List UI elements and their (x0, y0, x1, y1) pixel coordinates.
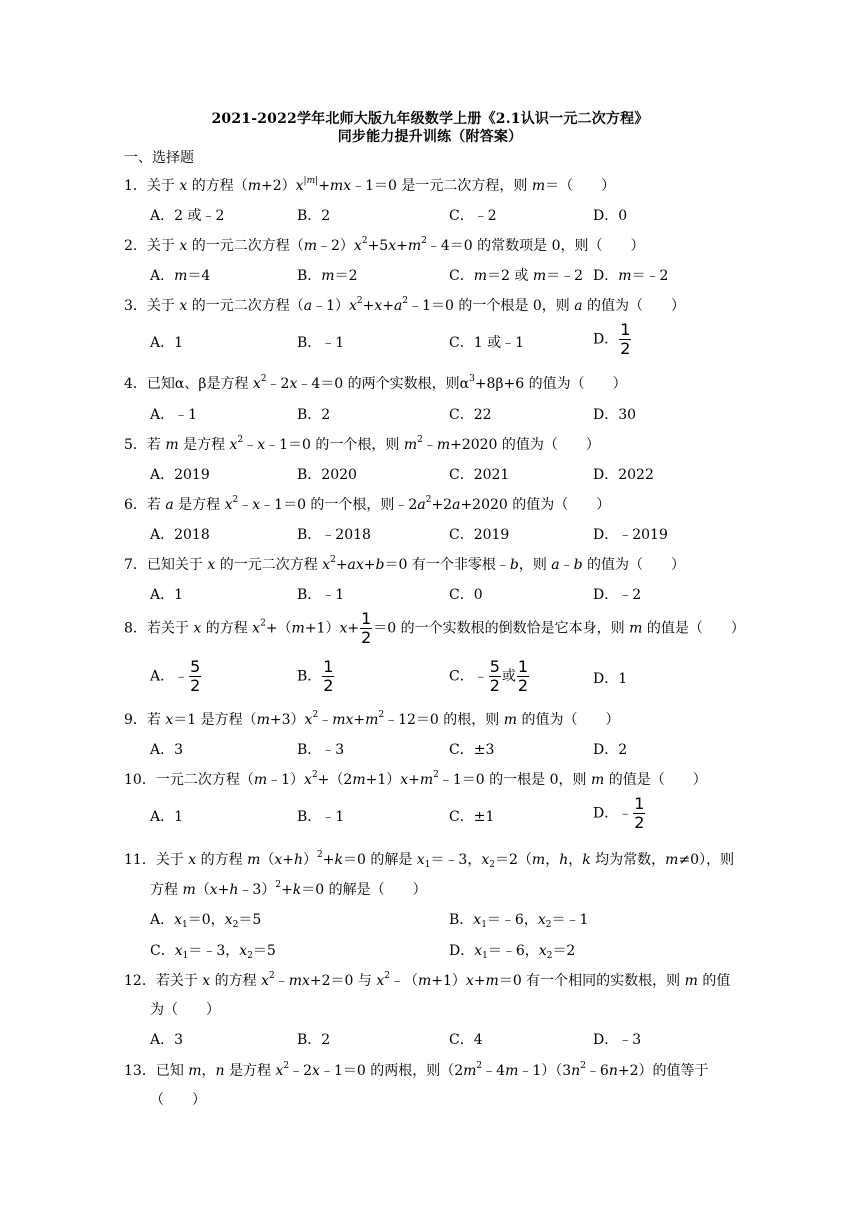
q10-option-a[interactable]: A．1 (150, 809, 184, 825)
fraction-one-half: $\frac{1}{2}$ (620, 320, 631, 358)
q7-option-b[interactable]: B．﹣1 (297, 587, 345, 603)
q8-option-c[interactable]: C．﹣ $\frac{5}{2}$ 或 $\frac{1}{2}$ (449, 657, 529, 695)
q6-option-c[interactable]: C．2019 (449, 527, 510, 543)
question-13-cont: （ ） (150, 1092, 206, 1108)
q11-option-a[interactable]: A．$x_1=0$，$x_2=5$ (150, 912, 262, 930)
q10-option-b[interactable]: B．﹣1 (297, 809, 345, 825)
q6-option-d[interactable]: D．﹣2019 (593, 527, 668, 543)
q8-option-a[interactable]: A．﹣ $\frac{5}{2}$ (150, 657, 201, 695)
q6-option-a[interactable]: A．2018 (150, 527, 210, 543)
q7-option-d[interactable]: D．﹣2 (593, 587, 642, 603)
fraction-one-half: $\frac{1}{2}$ (323, 657, 334, 695)
q4-option-a[interactable]: A．﹣1 (150, 407, 198, 423)
question-11-cont: 方程 m（x+h﹣3）$^2$+k＝0 的解是（ ） (150, 880, 427, 898)
section-heading: 一、选择题 (124, 150, 194, 166)
q1-option-c[interactable]: C．﹣2 (449, 208, 497, 224)
question-1: 1．关于 x 的方程$(m+2)x^{|m|}+mx﹣1=0$ 是一元二次方程，则 m＝（ ） (124, 176, 616, 194)
q10-option-d[interactable]: D．﹣ $\frac{1}{2}$ (593, 794, 645, 832)
q8-option-b[interactable]: B． $\frac{1}{2}$ (297, 657, 334, 695)
q1-option-d[interactable]: D．0 (593, 208, 628, 224)
q12-option-c[interactable]: C．4 (449, 1032, 483, 1048)
q2-option-c[interactable]: C．m＝2 或 m＝﹣2 (449, 268, 584, 284)
question-6: 6．若 a 是方程 $x^2﹣x﹣1=0$ 的一个根，则$﹣2a^2+2a+2020$ 的值为（ ） (124, 495, 611, 513)
q2-option-a[interactable]: A．m＝4 (150, 268, 211, 284)
question-11: 11．关于 x 的方程 $m(x+h)^2+k=0$ 的解是 $x_1=﹣3$，$x_2=2(m$，h，k 均为常数，m≠0），则 (124, 850, 735, 870)
q3-option-a[interactable]: A．1 (150, 335, 184, 351)
q3-option-c[interactable]: C．1 或﹣1 (449, 335, 524, 351)
title-line-2: 同步能力提升训练（附答案） (337, 129, 523, 145)
q9-option-a[interactable]: A．3 (150, 742, 184, 758)
q9-option-d[interactable]: D．2 (593, 742, 628, 758)
q1-option-b[interactable]: B．2 (297, 208, 331, 224)
q9-option-b[interactable]: B．﹣3 (297, 742, 345, 758)
q4-option-b[interactable]: B．2 (297, 407, 331, 423)
question-5: 5．若 m 是方程 $x^2﹣x﹣1=0$ 的一个根，则 $m^2﹣m+2020$ 的值为（ ） (124, 435, 600, 453)
fraction-one-half: $\frac{1}{2}$ (361, 609, 372, 647)
q1-option-a[interactable]: A．2 或﹣2 (150, 208, 225, 224)
q12-option-d[interactable]: D．﹣3 (593, 1032, 642, 1048)
fraction-one-half: $\frac{1}{2}$ (634, 794, 645, 832)
title-line-1: 2021-2022学年北师大版九年级数学上册《2.1认识一元二次方程》 (211, 111, 649, 127)
q11-option-b[interactable]: B．$x_1=﹣6$，$x_2=﹣1$ (449, 912, 589, 930)
q5-option-c[interactable]: C．2021 (449, 467, 510, 483)
question-2: 2．关于 x 的一元二次方程$(m﹣2)x^2+5x+m^2﹣4=0$ 的常数项是 0，则（ ） (124, 236, 645, 254)
question-8: 8．若关于 x 的方程 $x^2+(m+1)x+$ $\frac{1}{2}$ ＝0 的一个实数根的倒数恰是它本身，则 m 的值是（ ） (124, 609, 745, 647)
q12-option-a[interactable]: A．3 (150, 1032, 184, 1048)
q4-option-c[interactable]: C．22 (449, 407, 492, 423)
q5-option-b[interactable]: B．2020 (297, 467, 357, 483)
question-12-cont: 为（ ） (150, 1002, 220, 1018)
q9-option-c[interactable]: C．±3 (449, 742, 495, 758)
question-12: 12．若关于 x 的方程 $x^2﹣mx+2=0$ 与 $x^2﹣(m+1)x+m=0$ 有一个相同的实数根，则 m 的值 (124, 971, 731, 989)
question-3: 3．关于 x 的一元二次方程$(a﹣1)x^2+x+a^2﹣1=0$ 的一个根是 0，则 a 的值为（ ） (124, 296, 685, 314)
question-9: 9．若 x＝1 是方程$(m+3)x^2﹣mx+m^2﹣12=0$ 的根，则 m 的值为（ ） (124, 710, 620, 728)
question-7: 7．已知关于 x 的一元二次方程 $x^2+ax+b=0$ 有一个非零根﹣b，则 a﹣b 的值为（ ） (124, 555, 686, 573)
q3-option-b[interactable]: B．﹣1 (297, 335, 345, 351)
q8-option-d[interactable]: D．1 (593, 671, 628, 687)
q10-option-c[interactable]: C．±1 (449, 809, 495, 825)
q3-option-d[interactable]: D． $\frac{1}{2}$ (593, 320, 631, 358)
fraction-one-half: $\frac{1}{2}$ (517, 657, 529, 695)
fraction-five-halves: $\frac{5}{2}$ (489, 657, 500, 695)
question-4: 4．已知α、β是方程 $x^2﹣2x﹣4=0$ 的两个实数根，则$\alpha^3+8\beta+6$ 的值为（ ） (124, 374, 627, 392)
q11-option-c[interactable]: C．$x_1=﹣3$，$x_2=5$ (150, 943, 276, 961)
q6-option-b[interactable]: B．﹣2018 (297, 527, 371, 543)
q12-option-b[interactable]: B．2 (297, 1032, 331, 1048)
question-13: 13．已知 m，n 是方程 $x^2﹣2x﹣1=0$ 的两根，则$(2m^2﹣4m﹣1)(3n^2﹣6n+2)$的值等于 (124, 1061, 709, 1079)
q7-option-a[interactable]: A．1 (150, 587, 184, 603)
q2-option-d[interactable]: D．m＝﹣2 (593, 268, 669, 284)
q11-option-d[interactable]: D．$x_1=﹣6$，$x_2=2$ (449, 943, 576, 961)
q7-option-c[interactable]: C．0 (449, 587, 483, 603)
question-10: 10．一元二次方程$(m﹣1)x^2+(2m+1)x+m^2﹣1=0$ 的一根是 0，则 m 的值是（ ） (124, 770, 707, 788)
q4-option-d[interactable]: D．30 (593, 407, 637, 423)
q5-option-d[interactable]: D．2022 (593, 467, 654, 483)
q5-option-a[interactable]: A．2019 (150, 467, 210, 483)
q2-option-b[interactable]: B．m＝2 (297, 268, 358, 284)
fraction-five-halves: $\frac{5}{2}$ (190, 657, 201, 695)
